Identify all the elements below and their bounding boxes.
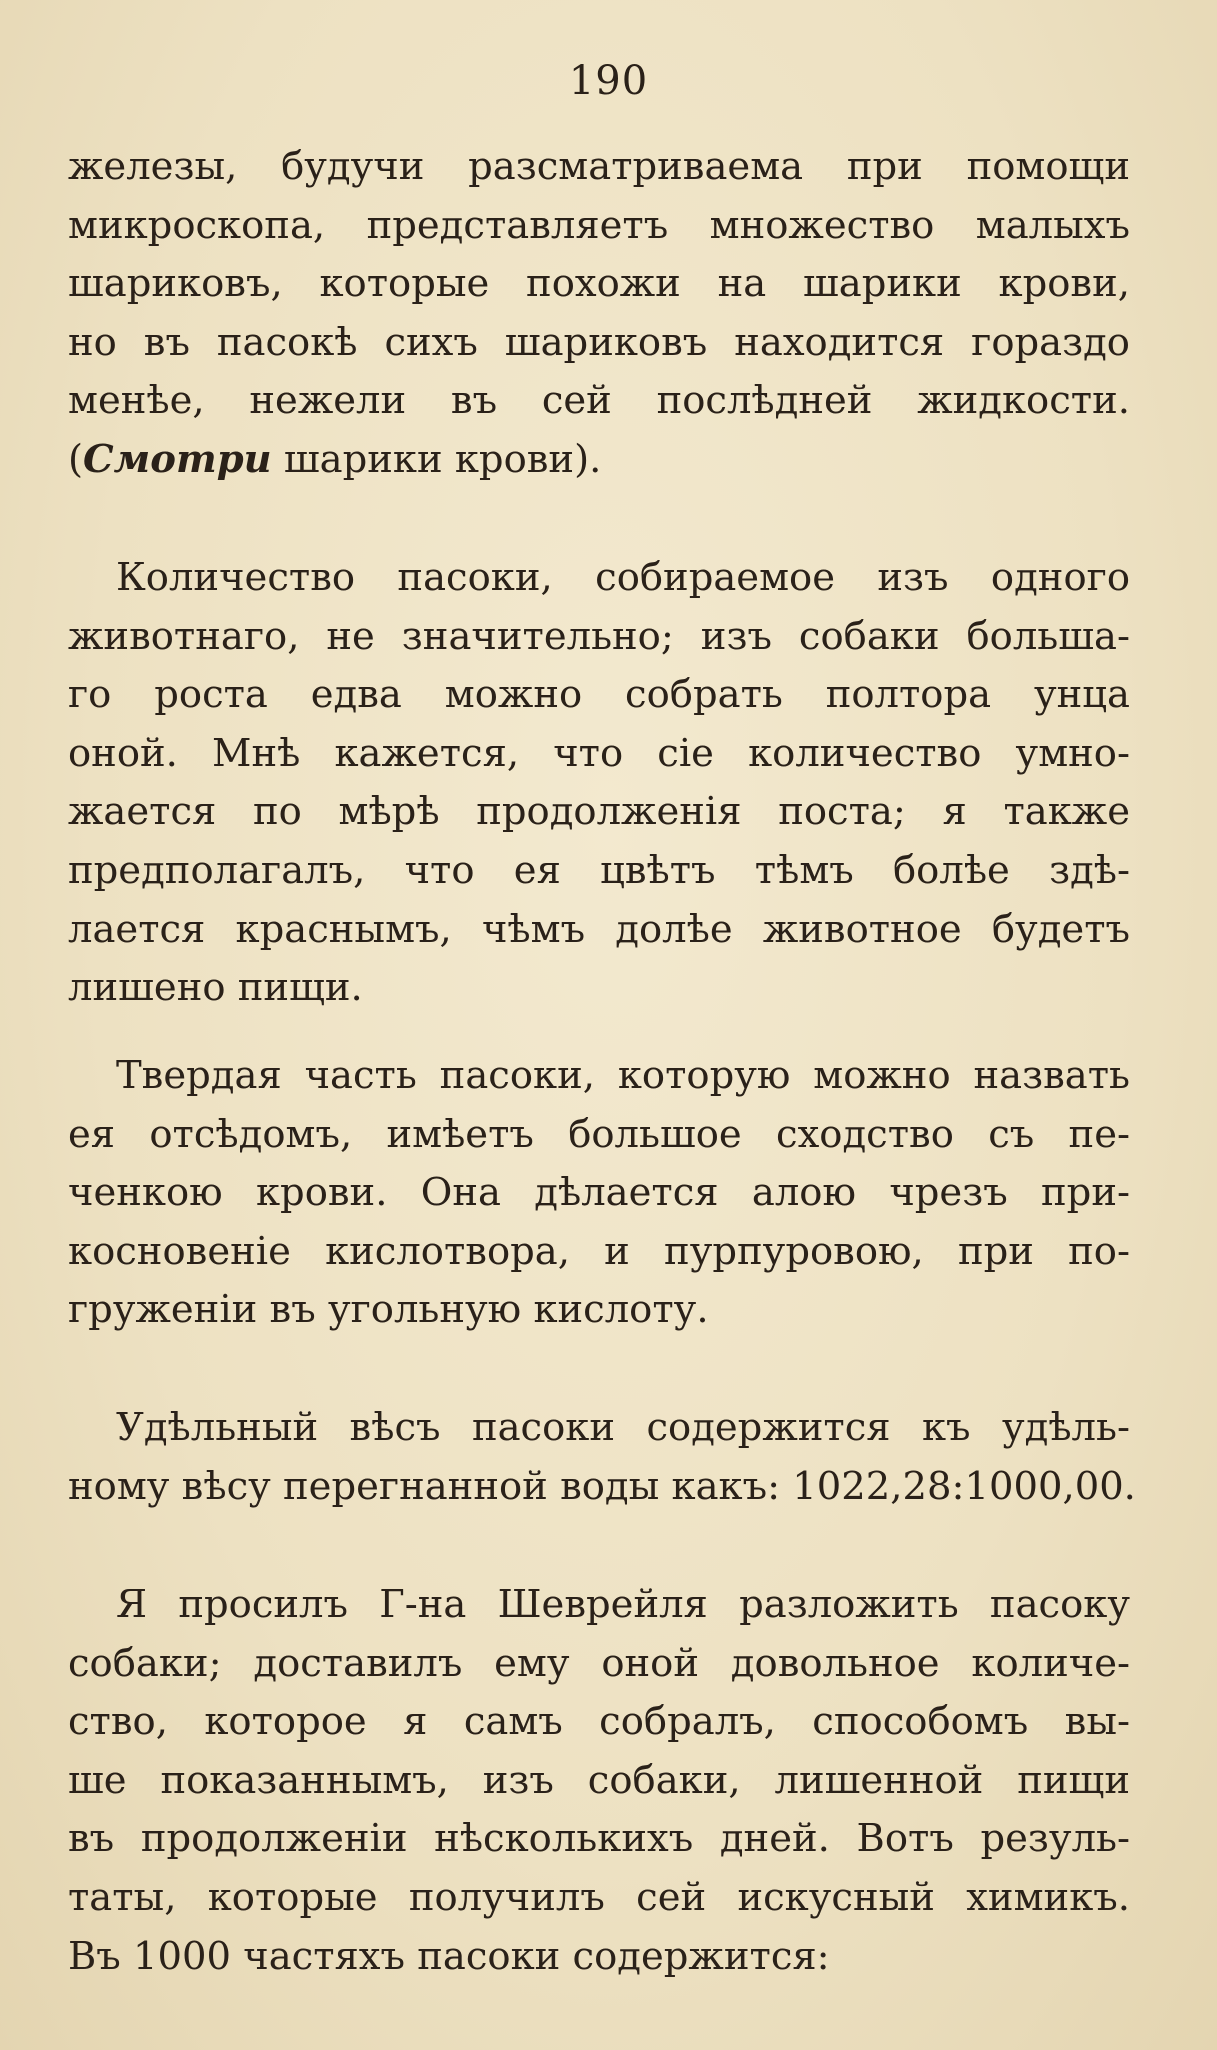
- text-line-reference: [68, 431, 1130, 490]
- paragraph-quantity: [68, 549, 1130, 1018]
- text-line: Въ 1000 частяхъ пасоки содержится:: [68, 1933, 830, 1979]
- text-line: оной. Мнѣ кажется, что сіе количество умно-: [68, 730, 1130, 776]
- paragraph-continuation: [68, 138, 1130, 490]
- text-line: микроскопа, представляетъ множество малыхъ: [68, 202, 1130, 248]
- text-line: шариковъ, которые похожи на шарики крови,: [68, 261, 1130, 307]
- text-line: ея отсѣдомъ, имѣетъ большое сходство съ пе-: [68, 1111, 1130, 1157]
- paragraph-chevreul: [68, 1576, 1130, 1986]
- text-line: ство, которое я самъ собралъ, способомъ вы-: [68, 1699, 1130, 1745]
- text-line: таты, которые получилъ сей искусный химикъ.: [68, 1874, 1130, 1920]
- text-line: косновеніе кислотвора, и пурпуровою, при по-: [68, 1228, 1130, 1274]
- reference-italic: Смотри: [83, 436, 272, 482]
- text-line: Количество пасоки, собираемое изъ одного: [116, 555, 1130, 600]
- text-line: лается краснымъ, чѣмъ долѣе животное будетъ: [68, 906, 1130, 952]
- text-line: груженіи въ угольную кислоту.: [68, 1287, 709, 1333]
- text-line: но въ пасокѣ сихъ шариковъ находится гораздо: [68, 319, 1130, 365]
- text-line: въ продолженіи нѣсколькихъ дней. Вотъ резуль-: [68, 1816, 1130, 1862]
- text-line: Твердая часть пасоки, которую можно назвать: [116, 1053, 1130, 1098]
- text-line: го роста едва можно собрать полтора унца: [68, 672, 1130, 718]
- paragraph-specific-gravity: [68, 1399, 1136, 1516]
- text-line: собаки; доставилъ ему оной довольное количе-: [68, 1640, 1130, 1686]
- text-line: менѣе, нежели въ сей послѣдней жидкости.: [68, 378, 1130, 424]
- text-line: жается по мѣрѣ продолженія поста; я также: [68, 789, 1130, 835]
- reference-rest: шарики крови).: [271, 436, 602, 482]
- text-line: ченкою крови. Она дѣлается алою чрезъ при-: [68, 1170, 1130, 1216]
- reference-open: (: [68, 436, 84, 482]
- text-line: ному вѣсу перегнанной воды какъ: 1022,28:1000,00.: [68, 1463, 1136, 1509]
- page-number: 190: [568, 58, 649, 104]
- text-line: Удѣльный вѣсъ пасоки содержится къ удѣль-: [116, 1405, 1130, 1450]
- text-line: Я просилъ Г-на Шеврейля разложить пасоку: [116, 1582, 1130, 1627]
- text-line: животнаго, не значительно; изъ собаки больша-: [68, 613, 1130, 659]
- paragraph-solid-part: [68, 1047, 1130, 1340]
- text-line: железы, будучи разсматриваема при помощи: [68, 144, 1130, 189]
- text-line: лишено пищи.: [68, 965, 363, 1011]
- text-line: предполагалъ, что ея цвѣтъ тѣмъ болѣе здѣ-: [68, 847, 1130, 893]
- text-line: ше показаннымъ, изъ собаки, лишенной пищи: [68, 1757, 1130, 1803]
